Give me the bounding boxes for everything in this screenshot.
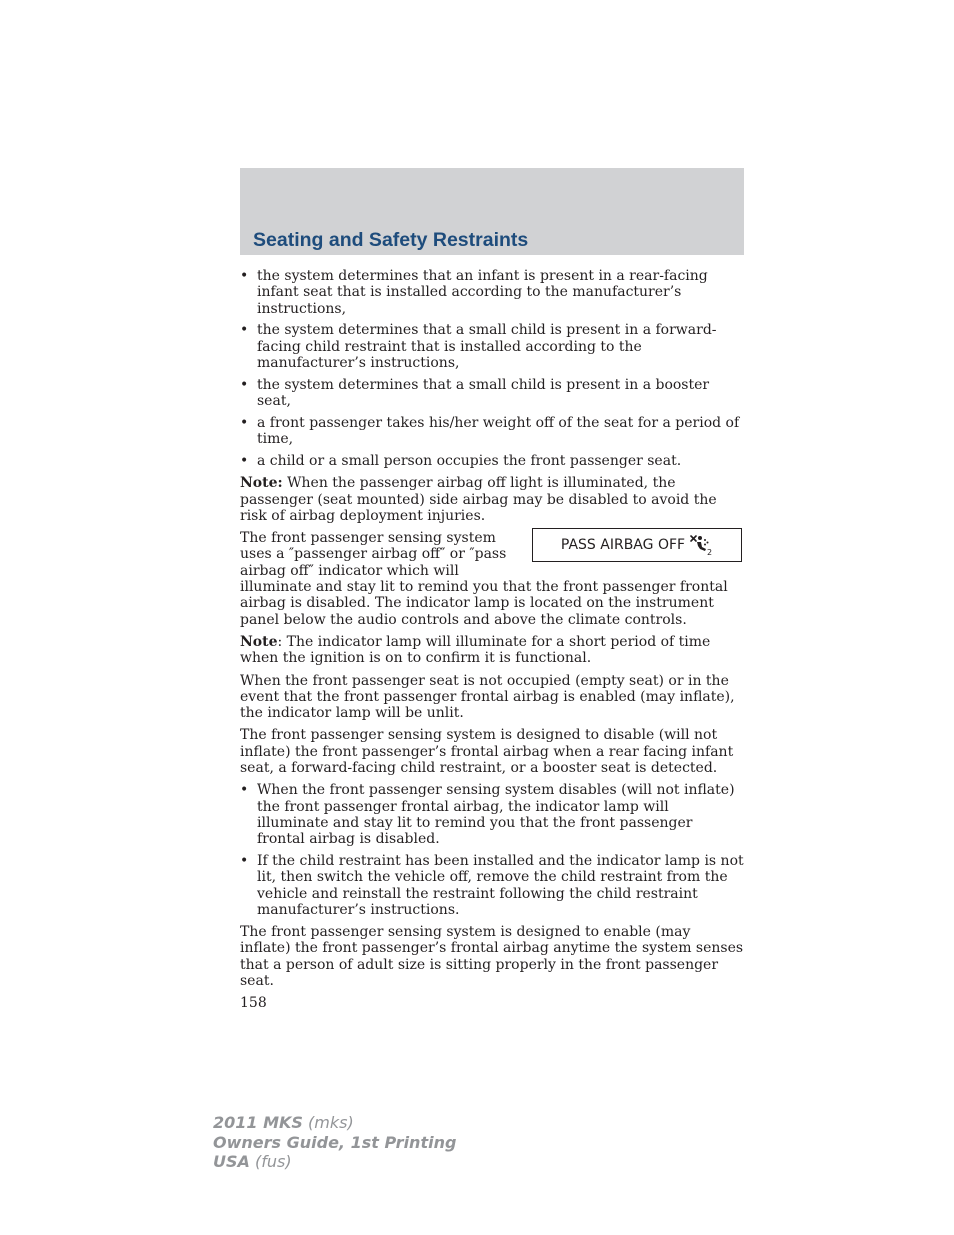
disable-paragraph: The front passenger sensing system is designed to disable (will not inflate) the front passenger’s frontal airbag when a rear facing infant seat, a forward-facing child restraint, or a booster seat is detected. [240,727,734,777]
list-item-text: When the front passenger sensing system disables (will not inflate) the front passenger frontal airbag, the indicator lamp will illuminate and stay lit to remind you that the front passenger frontal airbag is disabled. [257,782,735,848]
unlit-paragraph: When the front passenger seat is not occupied (empty seat) or in the event that the front passenger frontal airbag is enabled (may inflate), the indicator lamp will be unlit. [240,672,735,722]
list-item-text: a child or a small person occupies the front passenger seat. [257,452,682,469]
list-item-text: a front passenger takes his/her weight off of the seat for a period of time, [257,414,740,448]
bullet-icon: • [240,414,249,431]
note-label: Note [240,633,278,650]
bullet-list-bottom [240,782,744,918]
bullet-icon: • [240,782,249,799]
footer-guide: Owners Guide, 1st Printing [213,1132,457,1152]
bullet-icon: • [240,452,249,469]
list-item [240,268,744,317]
footer-region-code: (fus) [249,1152,292,1171]
indicator-paragraph: The front passenger sensing system uses a ″passenger airbag off″ or ″pass airbag off″ indicator which will illuminate and stay lit to remind you that the front passenger frontal airbag is disabled. The indicator lamp is located on the instrument panel below the audio controls and above the climate controls. [240,530,728,628]
enable-paragraph: The front passenger sensing system is designed to enable (may inflate) the front passenger’s frontal airbag anytime the system senses that a person of adult size is sitting properly in the front passenger seat. [240,924,744,990]
note-label: Note: [240,475,283,492]
footer-line-model [213,1113,456,1133]
page-number: 158 [240,995,267,1012]
list-item-text: the system determines that an infant is present in a rear-facing infant seat that is installed according to the manufacturer’s instructions, [257,268,708,317]
list-item-text: the system determines that a small child is present in a booster seat, [257,376,710,410]
bullet-icon: • [240,322,249,339]
footer-region: USA [213,1152,250,1171]
document-footer [213,1113,456,1172]
section-title: Seating and Safety Restraints [253,229,529,251]
list-item [240,853,744,918]
bullet-icon: • [240,268,249,284]
pass-airbag-off-indicator [532,528,742,562]
footer-model: 2011 MKS [213,1113,303,1132]
footer-model-code: (mks) [302,1113,354,1132]
passenger-airbag-off-icon [689,534,713,556]
bullet-icon: • [240,376,249,393]
list-item-text: If the child restraint has been installed and the indicator lamp is not lit, then switch the vehicle off, remove the child restraint from the vehicle and reinstall the restraint following the child restraint manufacturer’s instructions. [257,853,744,918]
bullet-icon: • [240,853,249,869]
indicator-label: PASS AIRBAG OFF [560,537,686,553]
list-item [240,322,744,371]
list-item [240,377,744,410]
note-paragraph [240,634,744,667]
page-content [240,268,744,1012]
note-text: : The indicator lamp will illuminate for a short period of time when the ignition is on to confirm it is functional. [240,633,711,667]
list-item [240,782,744,847]
footer-line-guide [213,1133,456,1153]
bullet-list-top [240,268,744,469]
list-item [240,453,744,469]
list-item-text: the system determines that a small child is present in a forward-facing child restraint that is installed according to the manufacturer’s instructions, [257,322,717,371]
note-text: When the passenger airbag off light is illuminated, the passenger (seat mounted) side airbag may be disabled to avoid the risk of airbag deployment injuries. [240,475,717,524]
list-item [240,415,744,448]
section-header-band [240,168,744,255]
note-paragraph [240,475,744,524]
svg-text:2: 2 [707,548,713,557]
footer-line-region [213,1152,456,1172]
indicator-paragraph-block [240,530,744,628]
